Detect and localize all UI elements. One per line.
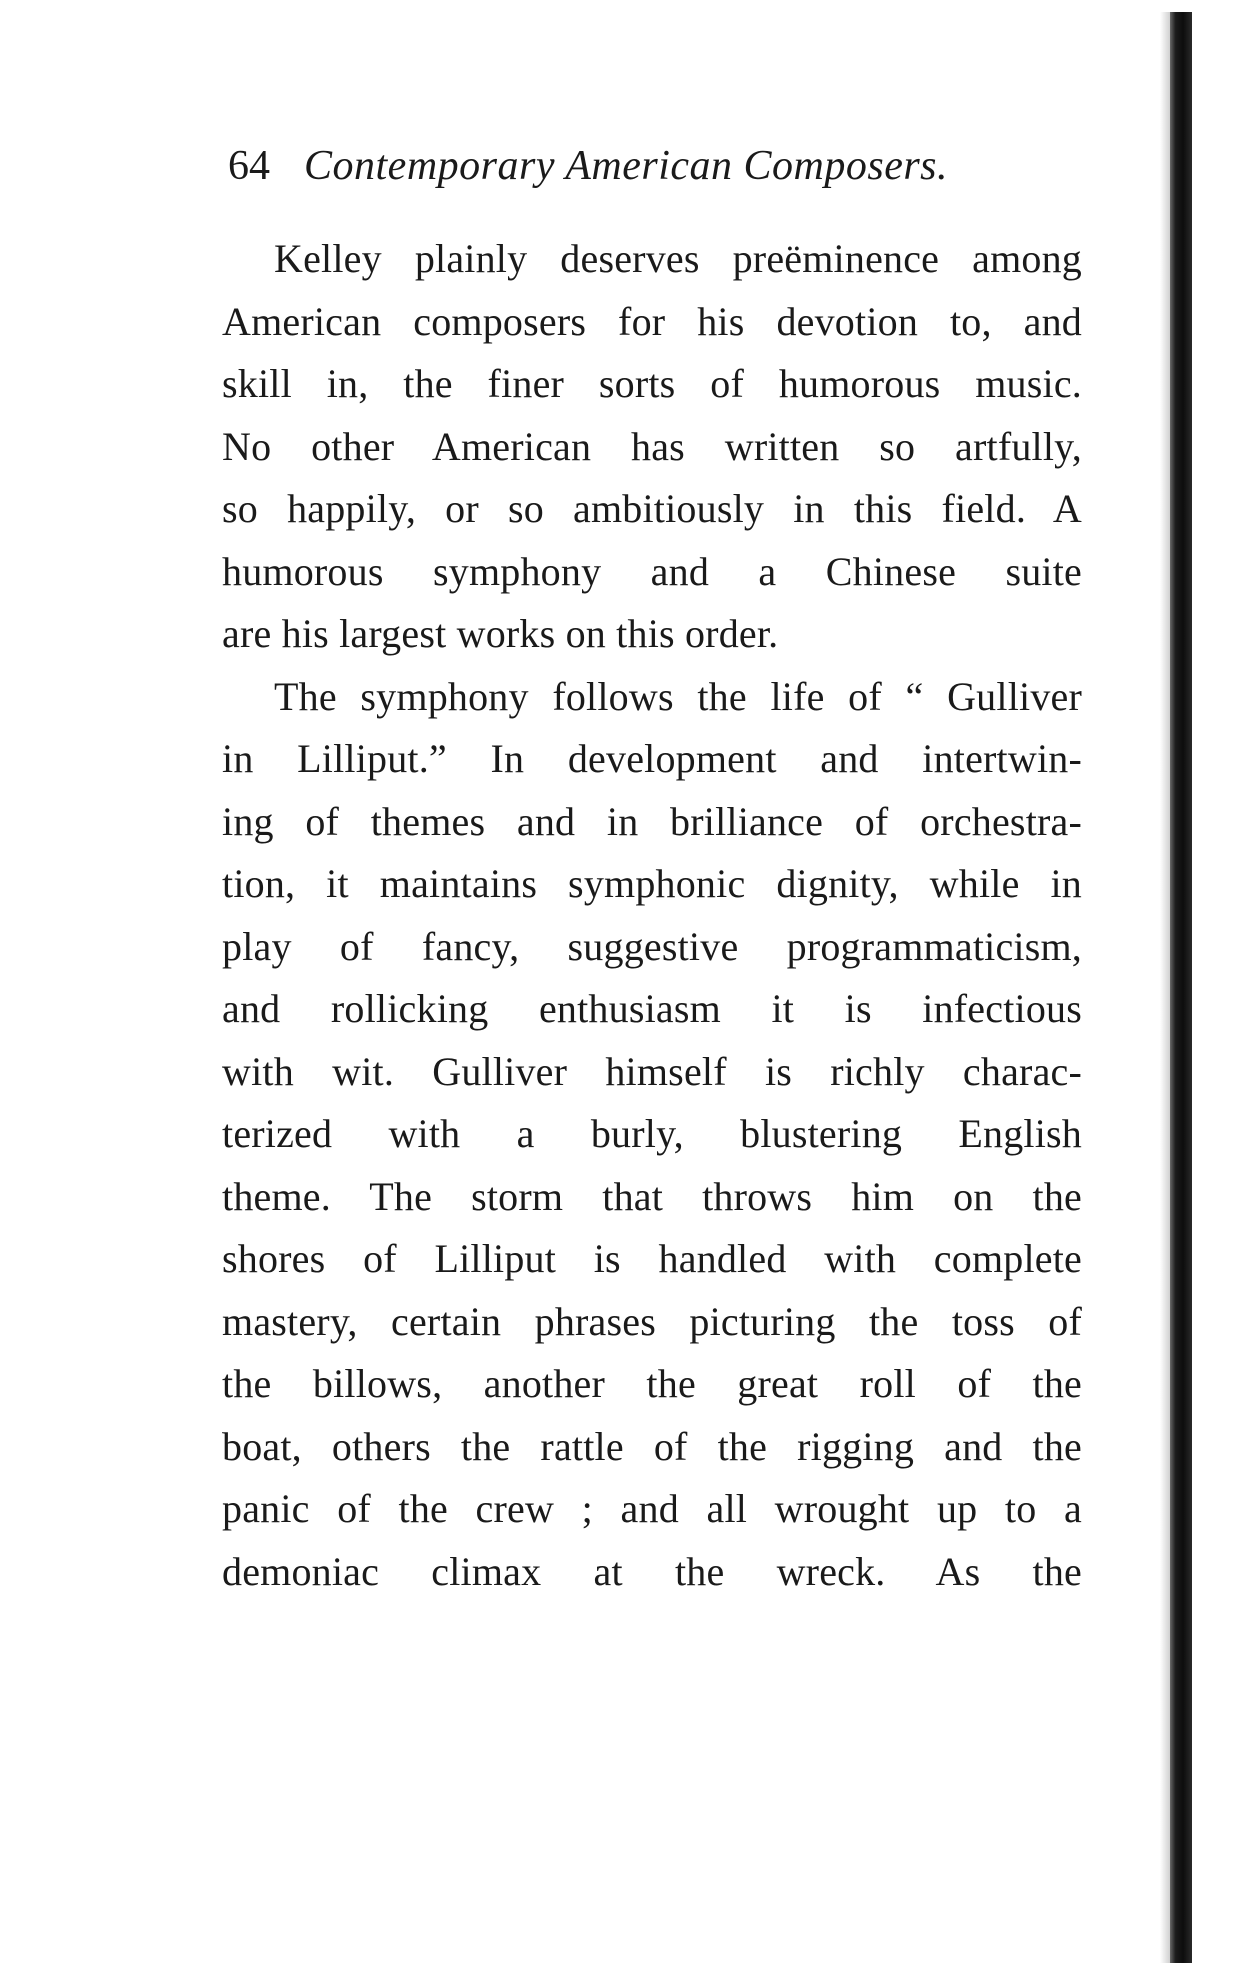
text-line: Kelley plainly deserves preëminence among <box>274 236 1082 281</box>
text-line: mastery, certain phrases picturing the toss of <box>222 1298 1082 1344</box>
text-line: humorous symphony and a Chinese suite <box>222 548 1082 594</box>
text-line: play of fancy, suggestive programmaticism, <box>222 923 1082 969</box>
text-line: demoniac climax at the wreck. As the <box>222 1548 1082 1594</box>
text-line: are his largest works on this order. <box>222 611 779 656</box>
text-line: skill in, the finer sorts of humorous music. <box>222 361 1082 406</box>
binding-edge <box>1170 12 1192 1963</box>
text-line: No other American has written so artfully, <box>222 423 1082 469</box>
text-line: shores of Lilliput is handled with complete <box>222 1236 1082 1281</box>
running-head <box>228 140 1088 192</box>
text-line: and rollicking enthusiasm it is infectious <box>222 986 1082 1031</box>
text-line: theme. The storm that throws him on the <box>222 1173 1082 1219</box>
text-line: with wit. Gulliver himself is richly charac- <box>222 1048 1082 1094</box>
paragraph-2 <box>222 666 1082 1604</box>
page-number: 64 <box>228 143 270 189</box>
text-line: in Lilliput.” In development and intertwin- <box>222 736 1082 781</box>
body-text <box>222 228 1082 1603</box>
text-line: boat, others the rattle of the rigging and the <box>222 1423 1082 1469</box>
text-line: The symphony follows the life of “ Gulliver <box>274 673 1082 719</box>
text-line: so happily, or so ambitiously in this field. A <box>222 486 1082 531</box>
text-line: panic of the crew ; and all wrought up to a <box>222 1486 1082 1531</box>
text-line: tion, it maintains symphonic dignity, while in <box>222 861 1082 906</box>
binding-shadow <box>1160 12 1170 1963</box>
running-title: Contemporary American Composers. <box>304 143 949 189</box>
text-line: terized with a burly, blustering English <box>222 1111 1082 1156</box>
text-line: American composers for his devotion to, and <box>222 298 1082 344</box>
text-line: the billows, another the great roll of the <box>222 1361 1082 1406</box>
text-line: ing of themes and in brilliance of orchestra- <box>222 798 1082 844</box>
paragraph-1 <box>222 228 1082 666</box>
